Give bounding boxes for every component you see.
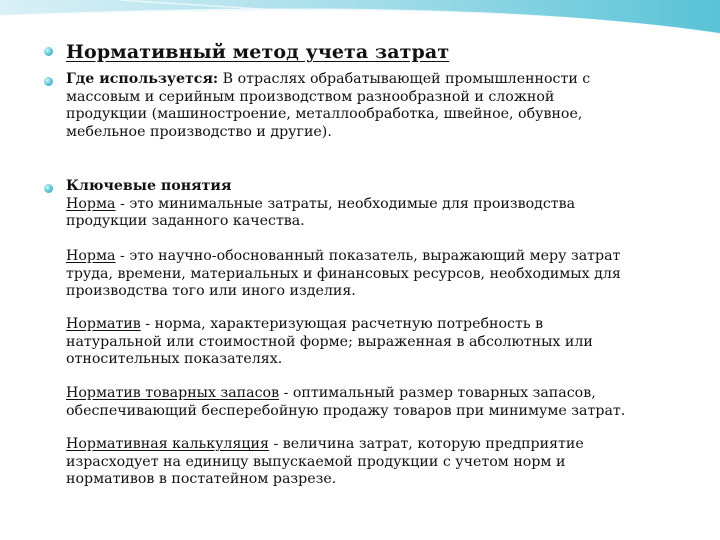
definition-term: Нормативная калькуляция [66,436,269,452]
usage-line: массовым и серийным производством разнообразной и сложной [66,88,555,105]
definition-text: нормативов в постатейном разрезе. [66,471,337,487]
definition-text: - величина затрат, которую предприятие [268,436,584,452]
definition-text: относительных показателях. [66,351,283,367]
concepts-heading: Ключевые понятия [66,178,232,194]
definition-text: обеспечивающий бесперебойную продажу товаров при минимуме затрат. [66,402,626,419]
bullet-icon [44,77,53,86]
usage-line: В отраслях обрабатывающей промышленности с [218,71,591,87]
definition-text: производства того или иного изделия. [66,283,356,299]
definition-term: Норматив [66,316,141,332]
definition-block [66,436,686,489]
usage-line: мебельное производство и другие). [66,123,332,140]
definition-text: израсходует на единицу выпускаемой продукции с учетом норм и [66,453,566,470]
definition-text: - это минимальные затраты, необходимые для производства [115,195,576,212]
definition-text: - оптимальный размер товарных запасов, [279,385,596,401]
definition-block [66,316,686,369]
usage-paragraph [66,71,686,141]
slide-title: Нормативный метод учета затрат [66,41,450,63]
definition-text: продукции заданного качества. [66,213,305,229]
usage-label: Где используется: [66,71,219,87]
definition-block [66,248,686,301]
definition-term: Норма [66,195,116,212]
bullet-icon [44,47,53,56]
definition-term: Норматив товарных запасов [66,385,280,401]
concepts-block [66,178,686,231]
usage-line: продукции (машиностроение, металлообработка, швейное, обувное, [66,106,583,122]
bullet-icon [44,184,53,193]
definition-term: Норма [66,248,116,264]
definition-text: натуральной или стоимостной форме; выраженная в абсолютных или [66,333,593,350]
definition-text: - норма, характеризующая расчетную потребность в [140,316,544,332]
definition-text: труда, времени, материальных и финансовых ресурсов, необходимых для [66,265,621,282]
definition-block [66,385,686,420]
definition-text: - это научно-обоснованный показатель, выражающий меру затрат [115,248,621,264]
